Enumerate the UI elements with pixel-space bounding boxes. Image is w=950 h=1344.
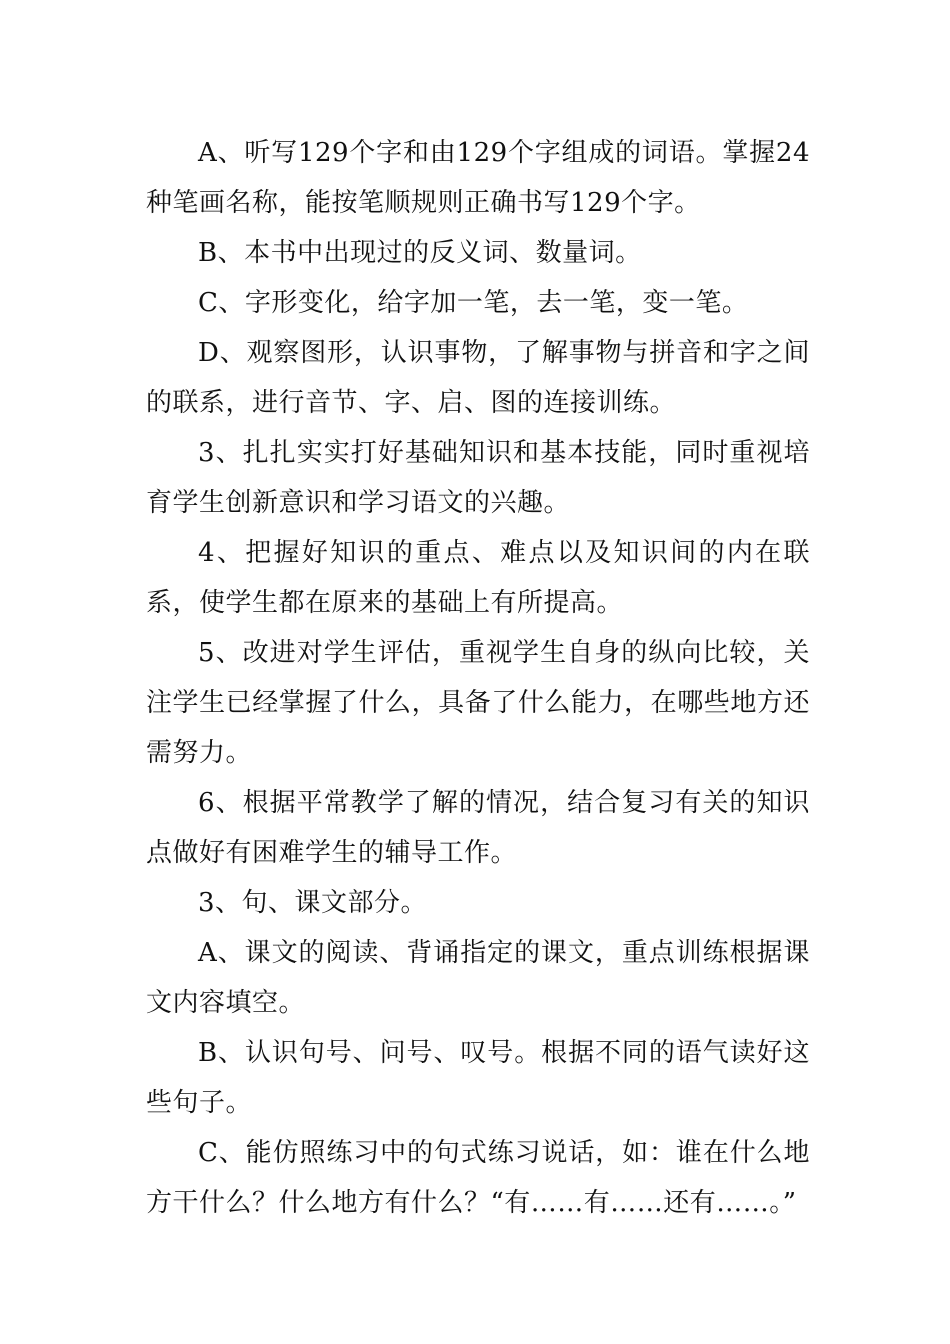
paragraph-d-observe-figures: D、观察图形，认识事物，了解事物与拼音和字之间的联系，进行音节、字、启、图的连接训练。 (146, 338, 810, 418)
paragraph-c-character-shape: C、字形变化，给字加一笔，去一笔，变一笔。 (198, 288, 749, 318)
paragraph-b-punctuation: B、认识句号、问号、叹号。根据不同的语气读好这些句子。 (146, 1038, 810, 1118)
paragraph-4-key-points: 4、把握好知识的重点、难点以及知识间的内在联系，使学生都在原来的基础上有所提高。 (146, 538, 810, 618)
paragraph-a-reading: A、课文的阅读、背诵指定的课文，重点训练根据课文内容填空。 (146, 938, 810, 1018)
paragraph-c-sentence-patterns: C、能仿照练习中的句式练习说话，如：谁在什么地方干什么？什么地方有什么？“有……有……还有……。” (146, 1138, 810, 1218)
paragraph-a-dictation: A、听写129个字和由129个字组成的词语。掌握24种笔画名称，能按笔顺规则正确书写129个字。 (146, 138, 810, 218)
paragraph-b-antonyms: B、本书中出现过的反义词、数量词。 (198, 238, 642, 268)
paragraph-5-assessment: 5、改进对学生评估，重视学生自身的纵向比较，关注学生已经掌握了什么，具备了什么能力，在哪些地方还需努力。 (146, 638, 810, 768)
paragraph-6-tutoring: 6、根据平常教学了解的情况，结合复习有关的知识点做好有困难学生的辅导工作。 (146, 788, 810, 868)
section-heading-sentences-texts: 3、句、课文部分。 (198, 888, 428, 918)
paragraph-3-basic-skills: 3、扎扎实实打好基础知识和基本技能，同时重视培育学生创新意识和学习语文的兴趣。 (146, 438, 810, 518)
document-body (146, 128, 810, 1228)
